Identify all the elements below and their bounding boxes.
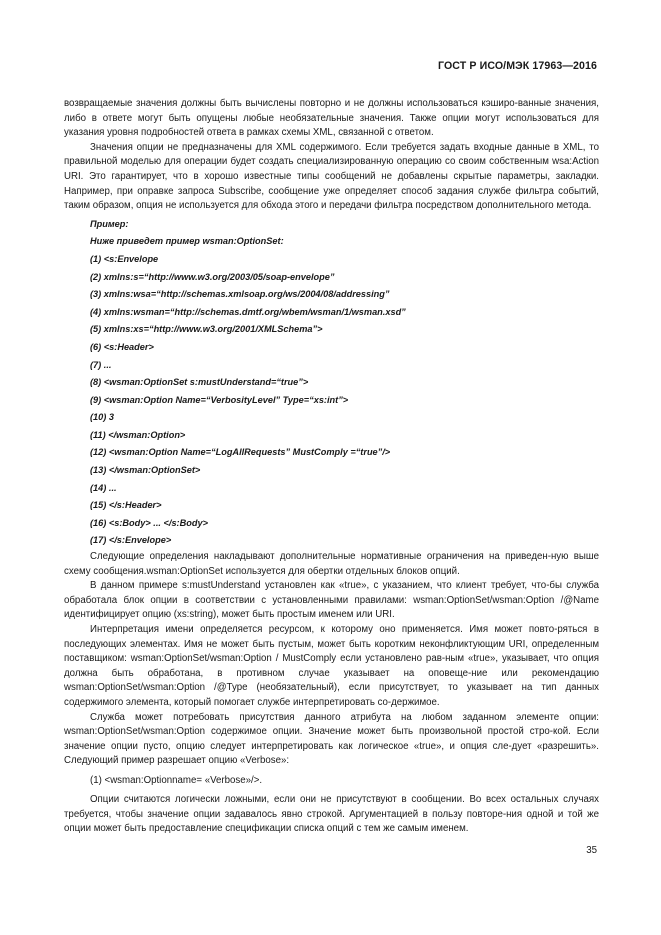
code-line: (4) xmlns:wsman=“http://schemas.dmtf.org/wbem/wsman/1/wsman.xsd”: [90, 306, 406, 317]
paragraph: Значения опции не предназначены для XML содержимого. Если требуется задать входные данные в XML, то правильной моделью для операции будет создать специализированную операцию со своим собственным wsa:Action URI. Это гарантирует, что в хорошо известные типы сообщений не добавлены скрытые параметры, закладки. Например, при оправке запроса Subscribe, сообщение уже определяет способ задания службе фильтра событий, таким образом, опция не используется для обхода этого и передачи фильтра посредством дополнительного метода.: [64, 141, 599, 212]
code-line: (14) ...: [90, 482, 117, 493]
example-intro: Ниже приведет пример wsman:OptionSet:: [90, 236, 284, 247]
code-line: (9) <wsman:Option Name=“VerbosityLevel” Type=“xs:int”>: [90, 394, 349, 405]
code-line: (13) </wsman:OptionSet>: [90, 465, 201, 476]
code-example: (1) <wsman:Optionname= «Verbose»/>.: [90, 774, 263, 786]
code-line: (17) </s:Envelope>: [90, 535, 172, 546]
document-header: ГОСТ Р ИСО/МЭК 17963—2016: [438, 60, 597, 72]
paragraph: возвращаемые значения должны быть вычислены повторно и не должны использоваться кэширо-ванные значения, либо в ответе могут быть опущены любые необязательные значения. Также опции могут использоваться для указания уровня подробностей ответа в рамках схемы XML, связанной с ответом.: [64, 98, 599, 139]
code-line: (15) </s:Header>: [90, 500, 162, 511]
document-body: [64, 97, 599, 837]
paragraph: Служба может потребовать присутствия данного атрибута на любом заданном элементе опции: wsman:OptionSet/wsman:Option содержимое опции. Значение может быть произвольной простой стро-кой. Если значение опции пусто, опцию следует интерпретировать как логическое «true», и опция сле-дует «разрешить». Следующий пример разрешает опцию «Verbose»:: [64, 711, 599, 767]
code-line: (2) xmlns:s=“http://www.w3.org/2003/05/soap-envelope”: [90, 271, 335, 282]
page-number: 35: [586, 845, 597, 856]
example-heading: Пример:: [90, 218, 129, 229]
paragraph: В данном примере s:mustUnderstand установлен как «true», с указанием, что клиент требует, что-бы служба обработала блок опции в соответствии с установленными правилами: wsman:OptionSet/wsman:Option /@Name идентифицирует опцию (xs:string), может быть простым именем или URI.: [64, 580, 599, 621]
code-line: (1) <s:Envelope: [90, 253, 159, 264]
code-line: (7) ...: [90, 359, 112, 370]
paragraph: Следующие определения накладывают дополнительные нормативные ограничения на приведен-ную выше схему сообщения.wsman:OptionSet используется для обертки отдельных блоков опций.: [64, 551, 599, 577]
paragraph: Опции считаются логически ложными, если они не присутствуют в сообщении. Во всех остальных случаях требуется, чтобы значение опции задавалось явно строкой. Аргументацией в пользу повторе-ния одной и той же опции может быть предоставление спецификации списка опций с тем же самым именем.: [64, 793, 599, 835]
code-line: (12) <wsman:Option Name=“LogAllRequests” MustComply =“true”/>: [90, 447, 391, 458]
code-line: (11) </wsman:Option>: [90, 429, 186, 440]
example-block: [64, 216, 599, 550]
paragraph: Интерпретация имени определяется ресурсом, к которому оно применяется. Имя может повто-ряться в последующих элементах. Имя не может быть пустым, может быть коротким неконфликтующим URI, определенным поставщиком: wsman:OptionSet/wsman:Option / MustComply если установлено рав-ным «true», указывает, что опция должна быть обработана, в противном случае указывает на оповеще-ние или рекомендацию wsman:OptionSet/wsman:Option /@Type (необязательный), если присутствует, то указывает на тип данных содержимого элемента, который помогает службе интерпретировать со-держимое.: [64, 624, 599, 708]
code-line: (10) 3: [90, 412, 115, 423]
code-line: (6) <s:Header>: [90, 341, 154, 352]
code-line: (3) xmlns:wsa=“http://schemas.xmlsoap.org/ws/2004/08/addressing”: [90, 289, 390, 300]
code-line: (16) <s:Body> ... </s:Body>: [90, 517, 208, 528]
code-line: (5) xmlns:xs=“http://www.w3.org/2001/XMLSchema”>: [90, 324, 323, 335]
code-line: (8) <wsman:OptionSet s:mustUnderstand=“true”>: [90, 377, 309, 388]
